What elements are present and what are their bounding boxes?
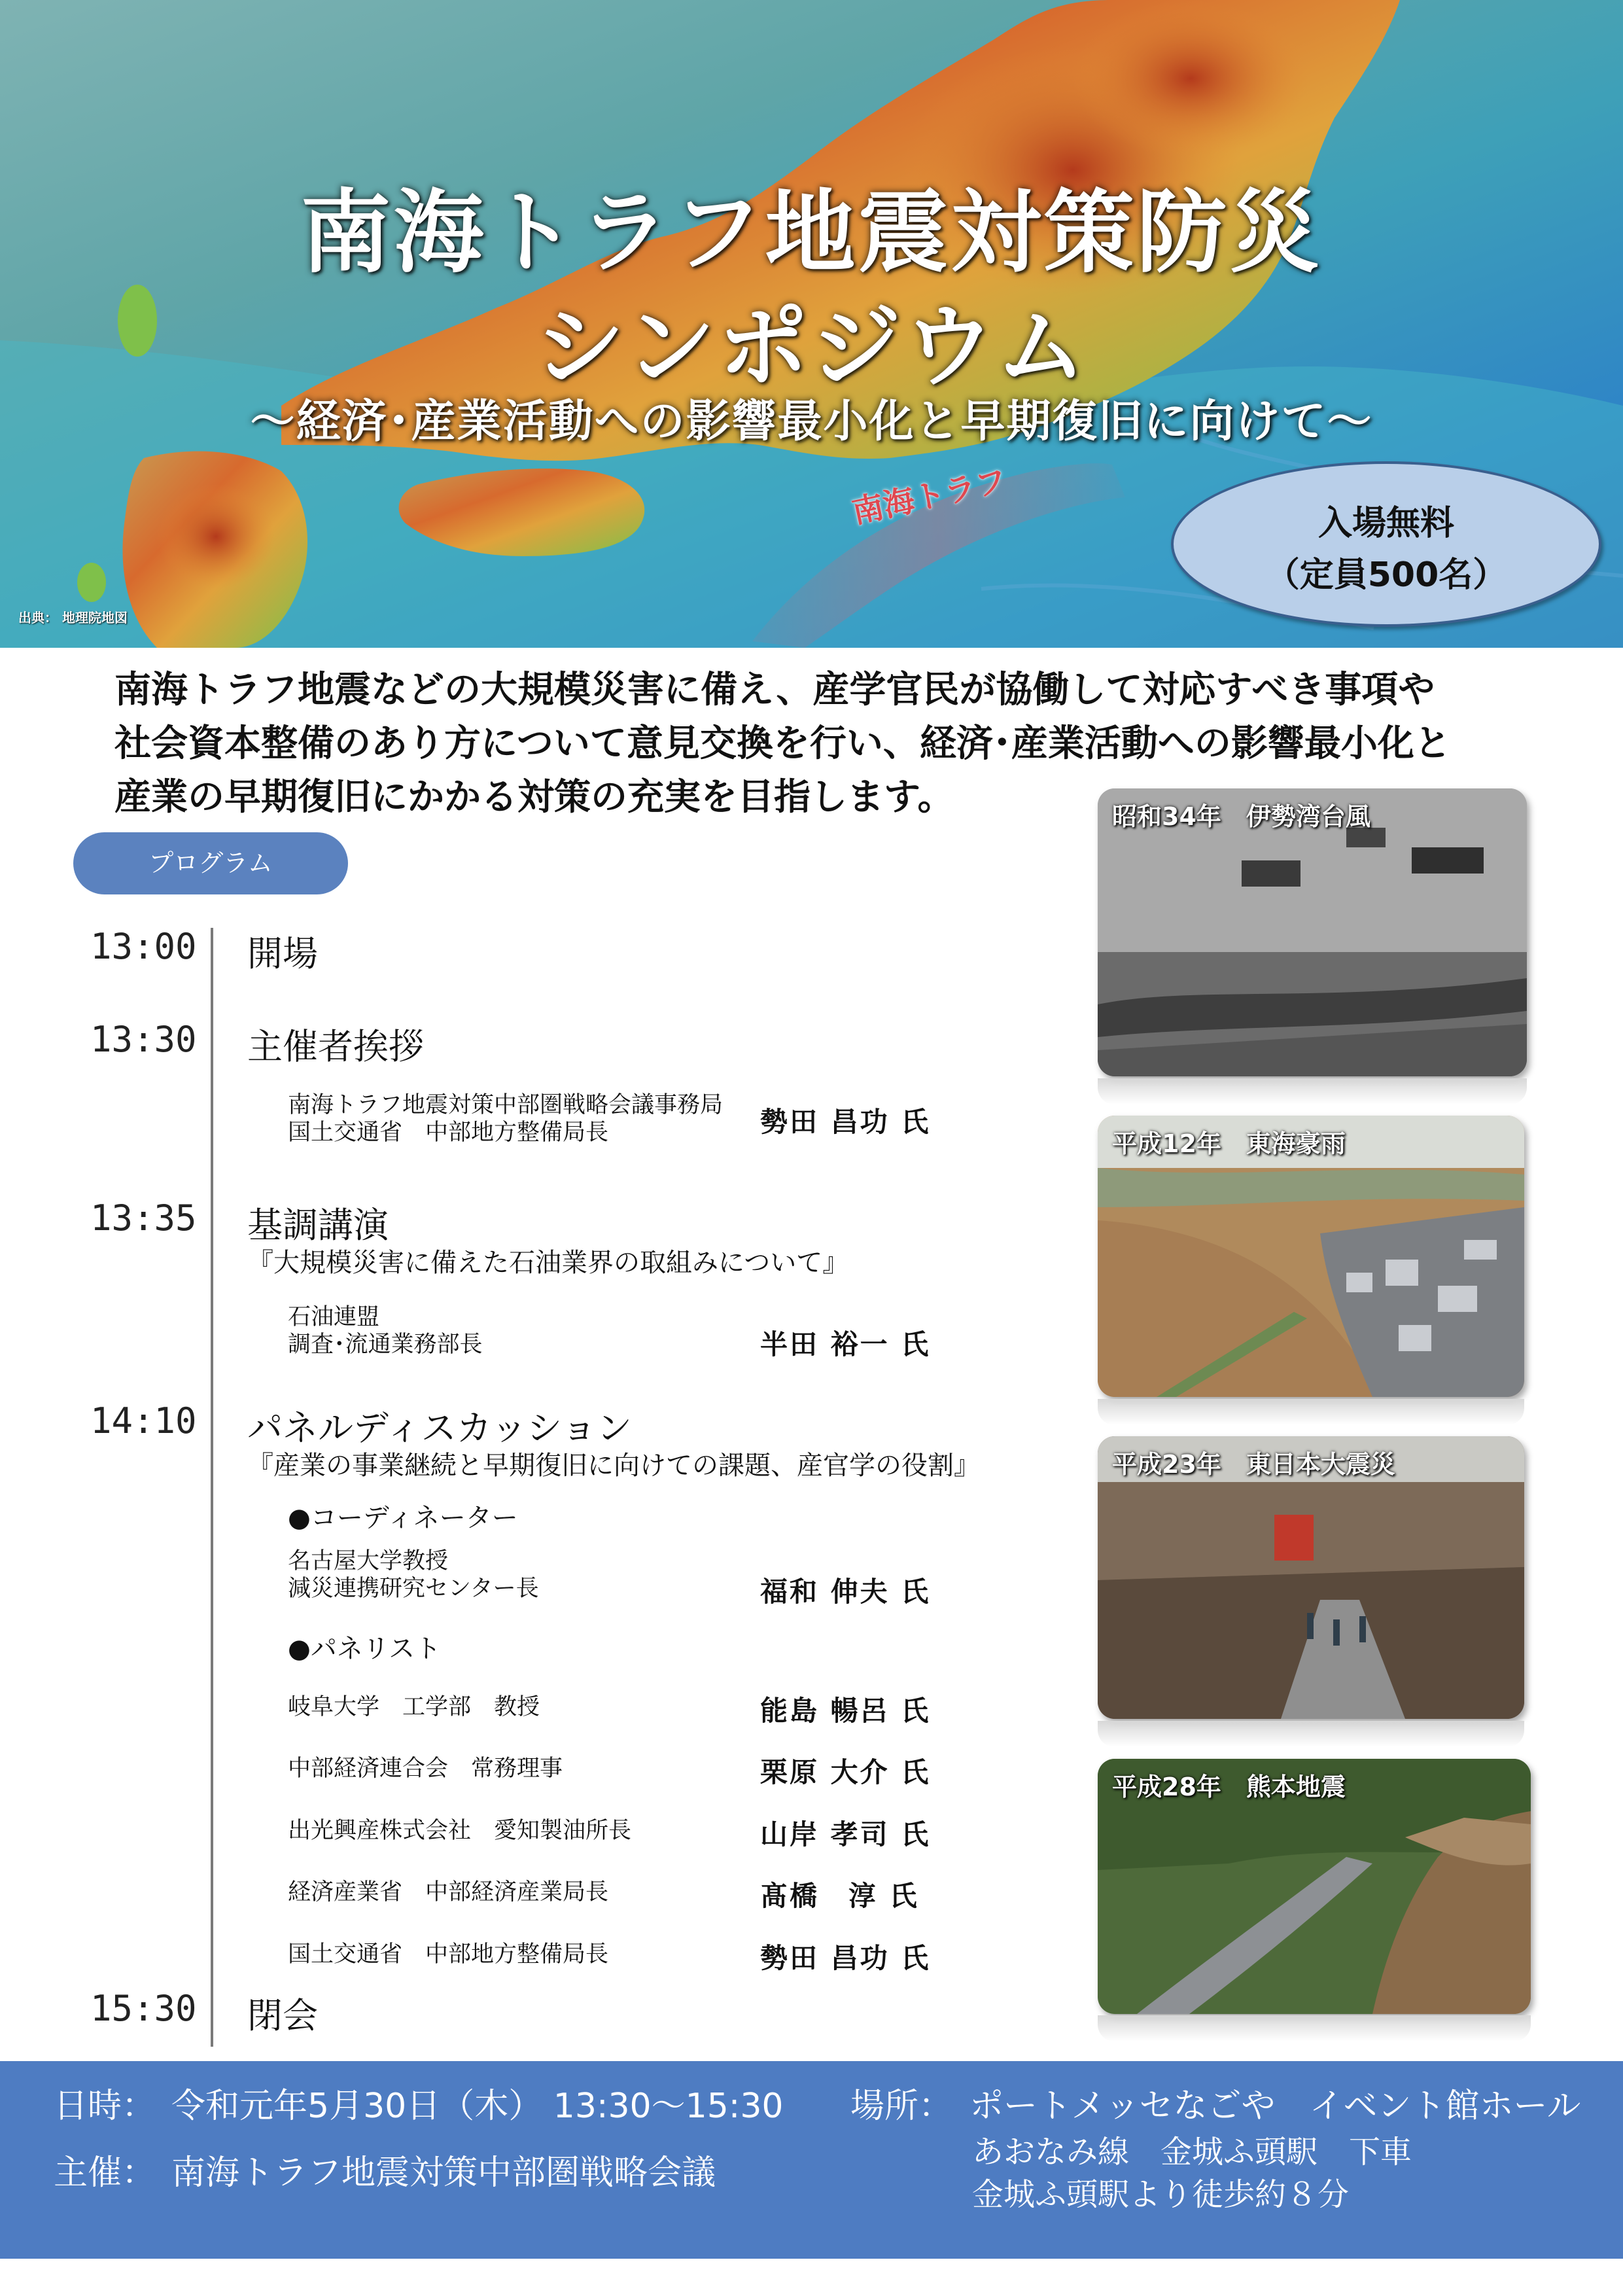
time-1335: 13:35 [90, 1197, 197, 1239]
session-closing: 閉会 [247, 1995, 318, 2036]
venue-label: 場所： [850, 2087, 953, 2126]
speaker-affiliation: 出光興産株式会社 愛知製油所長 [288, 1818, 632, 1844]
venue-value: ポートメッセなごや イベント館ホール [969, 2087, 1581, 2126]
photo-great-east-japan-earthquake [1098, 1436, 1524, 1719]
photo-caption: 平成23年 東日本大震災 [1112, 1450, 1395, 1479]
photo-reflection [1098, 2015, 1531, 2041]
hero-map-banner [0, 0, 1623, 648]
panel-theme: 『産業の事業継続と早期復旧に向けての課題、産官学の役割』 [247, 1451, 980, 1481]
photo-caption: 昭和34年 伊勢湾台風 [1112, 802, 1370, 831]
session-keynote: 基調講演 [247, 1205, 389, 1246]
photo-kumamoto-earthquake [1098, 1759, 1531, 2014]
intro-text-line3: 産業の早期復旧にかかる対策の充実を目指します。 [114, 776, 954, 819]
speaker-affiliation: 名古屋大学教授 [288, 1548, 449, 1574]
nankai-trough-map-label: 南海トラフ [848, 462, 1011, 531]
speaker-affiliation: 減災連携研究センター長 [288, 1576, 539, 1602]
speaker-affiliation: 国土交通省 中部地方整備局長 [288, 1941, 609, 1968]
session-opening: 開場 [247, 933, 318, 974]
speaker-name: 栗原 大介 氏 [760, 1756, 931, 1788]
host-label: 主催： [54, 2153, 156, 2193]
map-source-credit: 出典： 地理院地図 [18, 610, 128, 626]
photo-reflection [1098, 1078, 1527, 1104]
speaker-name: 能島 暢呂 氏 [760, 1695, 931, 1727]
speaker-affiliation: 南海トラフ地震対策中部圏戦略会議事務局 [288, 1092, 724, 1118]
capacity-text: （定員500名） [1265, 556, 1507, 595]
photo-isewan-typhoon [1098, 788, 1527, 1076]
admission-free-badge [1171, 461, 1601, 627]
date-label: 日時： [54, 2087, 156, 2126]
program-heading-pill: プログラム [73, 832, 348, 894]
symposium-title-line2: シンポジウム [534, 294, 1089, 400]
symposium-title-line1: 南海トラフ地震対策防災 [300, 180, 1323, 285]
speaker-name: 福和 伸夫 氏 [760, 1576, 931, 1608]
speaker-name: 勢田 昌功 氏 [760, 1106, 931, 1138]
speaker-affiliation: 経済産業省 中部経済産業局長 [288, 1879, 609, 1905]
speaker-affiliation: 国土交通省 中部地方整備局長 [288, 1120, 609, 1146]
speaker-name: 勢田 昌功 氏 [760, 1942, 931, 1974]
admission-free-text: 入場無料 [1318, 504, 1454, 543]
speaker-name: 髙橋 淳 氏 [760, 1880, 919, 1912]
host-value: 南海トラフ地震対策中部圏戦略会議 [171, 2153, 716, 2193]
photo-reflection [1098, 1399, 1524, 1425]
photo-caption: 平成12年 東海豪雨 [1112, 1129, 1346, 1158]
access-line1: あおなみ線 金城ふ頭駅 下車 [972, 2134, 1412, 2170]
time-1530: 15:30 [90, 1988, 197, 2029]
photo-caption: 平成28年 熊本地震 [1112, 1773, 1346, 1801]
session-panel-discussion: パネルディスカッション [247, 1407, 633, 1449]
speaker-name: 山岸 孝司 氏 [760, 1818, 931, 1850]
symposium-subtitle: ～経済･産業活動への影響最小化と早期復旧に向けて～ [250, 396, 1373, 448]
photo-tokai-heavy-rain [1098, 1116, 1524, 1397]
date-value: 令和元年5月30日（木） 13:30～15:30 [171, 2087, 784, 2126]
speaker-name: 半田 裕一 氏 [760, 1328, 931, 1360]
time-1300: 13:00 [90, 926, 197, 967]
program-timeline-line [211, 928, 213, 2047]
time-1330: 13:30 [90, 1019, 197, 1060]
intro-text-line1: 南海トラフ地震などの大規模災害に備え、産学官民が協働して対応すべき事項や [114, 669, 1435, 711]
session-greeting: 主催者挨拶 [247, 1026, 424, 1067]
time-1410: 14:10 [90, 1400, 197, 1441]
panelist-label: ●パネリスト [288, 1634, 442, 1664]
intro-text-line2: 社会資本整備のあり方について意見交換を行い、経済･産業活動への影響最小化と [114, 722, 1451, 765]
speaker-affiliation: 岐阜大学 工学部 教授 [288, 1694, 540, 1720]
speaker-affiliation: 中部経済連合会 常務理事 [288, 1756, 563, 1782]
speaker-affiliation: 石油連盟 [288, 1304, 380, 1330]
access-line2: 金城ふ頭駅より徒歩約８分 [972, 2176, 1350, 2213]
speaker-affiliation: 調査･流通業務部長 [288, 1332, 483, 1358]
coordinator-label: ●コーディネーター [288, 1503, 518, 1533]
photo-reflection [1098, 1721, 1524, 1747]
keynote-theme: 『大規模災害に備えた石油業界の取組みについて』 [247, 1248, 849, 1278]
event-info-footer [0, 2061, 1623, 2259]
